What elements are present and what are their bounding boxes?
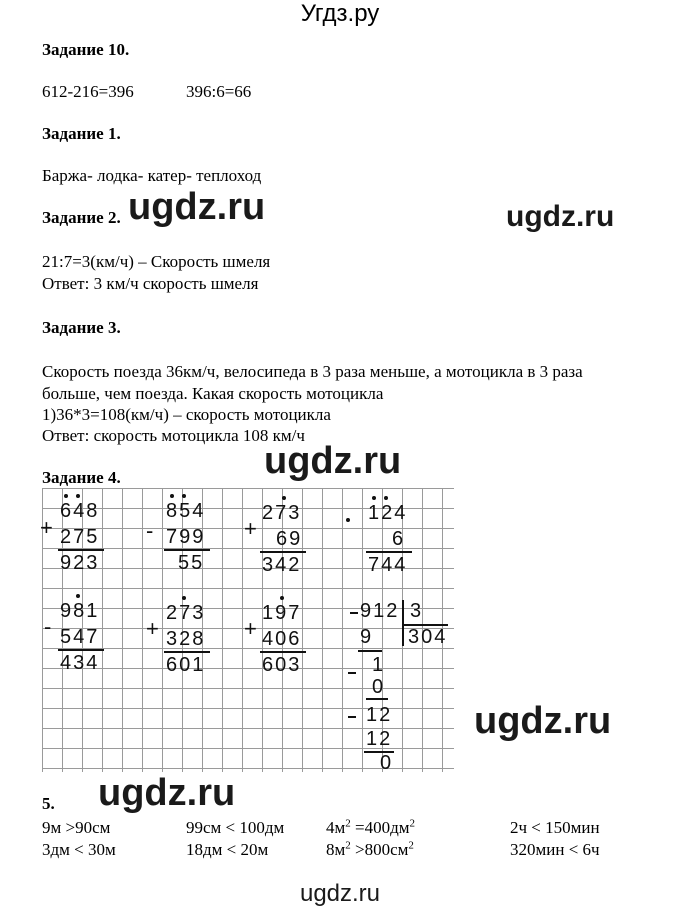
handwritten-number: 273: [262, 502, 302, 524]
carry-dot: [170, 494, 174, 498]
divisor: 3: [410, 600, 424, 622]
division-step: 9: [360, 626, 374, 648]
handwritten-number: 273: [166, 602, 206, 624]
operator-sign: +: [146, 616, 159, 641]
handwritten-number: 69: [276, 528, 303, 550]
handwritten-number: 981: [60, 600, 100, 622]
division-step: 12: [366, 728, 393, 750]
multiplication-dot: [346, 518, 350, 522]
site-title: Угдз.ру: [300, 0, 380, 27]
handwritten-result: 55: [178, 552, 205, 574]
carry-dot: [182, 596, 186, 600]
sum-line: [260, 651, 306, 653]
handwritten-result: 923: [60, 552, 100, 574]
carry-dot: [282, 496, 286, 500]
operator-sign: -: [146, 518, 154, 543]
handwritten-result: 603: [262, 654, 302, 676]
carry-dot: [76, 594, 80, 598]
handwritten-result: 434: [60, 652, 100, 674]
task3-line2: больше, чем поезда. Какая скорость мотоцикла: [42, 384, 384, 403]
compare-item: 2ч < 150мин: [510, 818, 600, 837]
compare-item: 3дм < 30м: [42, 840, 116, 859]
product-line: [366, 551, 412, 553]
task10-heading: Задание 10.: [42, 40, 130, 59]
sum-line: [58, 549, 104, 551]
compare-item-area: $8м^2 >800см^2$: [326, 839, 414, 859]
compare-item: 99см < 100дм: [186, 818, 285, 837]
task1-heading: Задание 1.: [42, 124, 121, 143]
minus-sign: [348, 716, 356, 718]
task10-eq1: 612-216=396: [42, 82, 134, 101]
watermark: ugdz.ru: [474, 700, 612, 742]
handwritten-number: 6: [392, 528, 406, 550]
dividend: 912: [360, 600, 400, 622]
compare-item: 9м >90см: [42, 818, 111, 837]
watermark: ugdz.ru: [506, 200, 615, 233]
sum-line: [164, 549, 210, 551]
watermark: ugdz.ru: [264, 440, 402, 482]
carry-dot: [182, 494, 186, 498]
watermark: ugdz.ru: [98, 772, 236, 814]
step-line: [366, 698, 388, 700]
footer-watermark: ugdz.ru: [299, 880, 381, 907]
watermark: ugdz.ru: [128, 186, 266, 228]
task2-heading: Задание 2.: [42, 208, 121, 227]
task5-heading: 5.: [42, 794, 55, 813]
handwritten-result: 601: [166, 654, 206, 676]
handwritten-number: 124: [368, 502, 408, 524]
division-step: 12: [366, 704, 393, 726]
handwritten-number: 648: [60, 500, 100, 522]
task3-line4: Ответ: скорость мотоцикла 108 км/ч: [42, 426, 305, 445]
compare-item-area: $4м^2 =400дм^2$: [326, 817, 416, 837]
quotient: 304: [408, 626, 448, 648]
division-bar: [402, 600, 404, 646]
task1-text: Баржа- лодка- катер- теплоход: [42, 166, 262, 185]
task2-line2: Ответ: 3 км/ч скорость шмеля: [42, 274, 259, 293]
carry-dot: [372, 496, 376, 500]
handwritten-number: 328: [166, 628, 206, 650]
division-step: 0: [380, 752, 394, 774]
compare-item: 18дм < 20м: [186, 840, 269, 859]
handwritten-number: 275: [60, 526, 100, 548]
task4-heading: Задание 4.: [42, 468, 121, 487]
task3-line1: Скорость поезда 36км/ч, велосипеда в 3 раза меньше, а мотоцикла в 3 раза: [42, 362, 583, 381]
division-step: 0: [372, 676, 386, 698]
compare-item: 320мин < 6ч: [510, 840, 600, 859]
carry-dot: [64, 494, 68, 498]
operator-sign: +: [244, 616, 257, 641]
handwritten-number: 197: [262, 602, 302, 624]
division-step: 1: [372, 654, 386, 676]
operator-sign: -: [44, 614, 52, 639]
task3-line3: 1)36*3=108(км/ч) – скорость мотоцикла: [42, 405, 331, 424]
sum-line: [164, 651, 210, 653]
minus-sign: [348, 672, 356, 674]
sum-line: [58, 649, 104, 651]
sum-line: [260, 551, 306, 553]
handwritten-number: 547: [60, 626, 100, 648]
handwritten-number: 406: [262, 628, 302, 650]
minus-sign: [350, 612, 358, 614]
operator-sign: +: [40, 515, 53, 540]
step-line: [358, 650, 382, 652]
handwritten-result: 744: [368, 554, 408, 576]
handwritten-number: 799: [166, 526, 206, 548]
operator-sign: +: [244, 516, 257, 541]
task3-heading: Задание 3.: [42, 318, 121, 337]
handwritten-result: 342: [262, 554, 302, 576]
task2-line1: 21:7=3(км/ч) – Скорость шмеля: [42, 252, 271, 271]
handwritten-number: 854: [166, 500, 206, 522]
task10-eq2: 396:6=66: [186, 82, 252, 101]
carry-dot: [280, 596, 284, 600]
carry-dot: [384, 496, 388, 500]
carry-dot: [76, 494, 80, 498]
